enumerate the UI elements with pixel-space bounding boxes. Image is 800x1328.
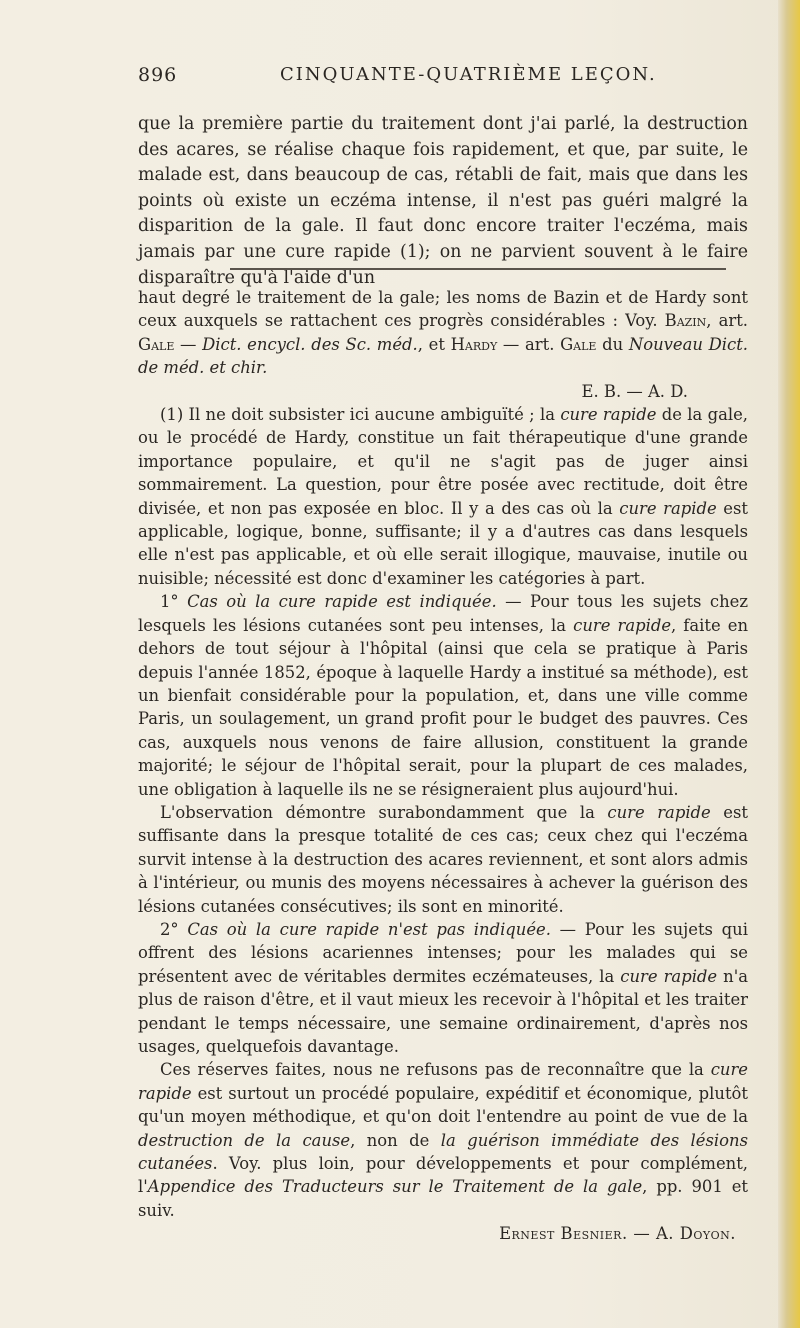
case-1-paragraph: 1° Cas où la cure rapide est indiquée. — Pour tous les sujets chez lesquels les lésions cutanées sont peu intenses, la cure rapide, faite en dehors de tout séjour à l'hôpital (ainsi que cela se pratique à Paris depuis l'année 1852, époque à laquelle Hardy a institué sa méthode), est un bienfait considérable pour la population, et, dans une ville comme Paris, un soulagement, un grand profit pour le budget des pauvres. Ces cas, auxquels nous venons de faire allusion, constituent la grande majorité; le séjour de l'hôpital serait, pour la plupart de ces malades, une obligation à laquelle ils ne se résigneraient plus aujourd'hui. bbox=[138, 592, 749, 799]
note-signature-initials: E. B. — A. D. bbox=[581, 381, 688, 401]
note-continuation: haut degré le traitement de la gale; les noms de Bazin et de Hardy sont ceux auxquels se rattachent ces progrès considérables : Voy. Bazin, art. Gale — Dict. encycl. des Sc. méd., et Hardy — art. Gale du Nouveau Dict. de méd. et chir. bbox=[138, 288, 748, 378]
observation-paragraph: L'observation démontre surabondamment que la cure rapide est suffisante dans la presque totalité de ces cas; ceux chez qui l'eczéma survit intense à la destruction des acares reviennent, et sont alors admis à l'intérieur, ou munis des moyens nécessaires à achever la guérison des lésions cutanées consécutives; ils sont en minorité. bbox=[138, 802, 748, 916]
footnote-rule bbox=[230, 268, 726, 270]
running-title: CINQUANTE-QUATRIÈME LEÇON. bbox=[280, 64, 657, 85]
body-paragraph: que la première partie du traitement dont j'ai parlé, la destruction des acares, se réalise chaque fois rapidement, et que, par suite, le malade est, dans beaucoup de cas, rétabli de fait, mais que dans les points où existe un eczéma intense, il n'est pas guéri malgré la disparition de la gale. Il faut donc encore traiter l'eczéma, mais jamais par une cure rapide (1); on ne parvient souvent à le faire disparaître qu'à l'aide d'un bbox=[138, 114, 748, 288]
page-edge bbox=[778, 0, 800, 1328]
page-header bbox=[138, 60, 738, 90]
case-2-paragraph: 2° Cas où la cure rapide n'est pas indiquée. — Pour les sujets qui offrent des lésions acariennes intenses; pour les malades qui se présentent avec de véritables dermites eczémateuses, la cure rapide n'a plus de raison d'être, et il vaut mieux les recevoir à l'hôpital et les traiter pendant le temps nécessaire, une semaine ordinairement, d'après nos usages, quelquefois davantage. bbox=[138, 919, 749, 1056]
reserves-paragraph: Ces réserves faites, nous ne refusons pas de reconnaître que la cure rapide est surtout un procédé populaire, expéditif et économique, plutôt qu'un moyen méthodique, et qu'on doit l'entendre au point de vue de la destruction de la cause, non de la guérison immédiate des lésions cutanées. Voy. plus loin, pour développements et pour complément, l'Appendice des Traducteurs sur le Traitement de la gale, pp. 901 et suiv. bbox=[138, 1060, 748, 1220]
main-text bbox=[138, 112, 748, 291]
author-signature: Ernest Besnier. — A. Doyon. bbox=[499, 1224, 736, 1244]
footnote-1: (1) Il ne doit subsister ici aucune ambiguïté ; la cure rapide de la gale, ou le procédé de Hardy, constitue un fait thérapeutique d'une grande importance populaire, et qu'il ne s'agit pas de juger ainsi sommairement. La question, pour être posée avec rectitude, doit être divisée, et non pas exposée en bloc. Il y a des cas où la cure rapide est applicable, logique, bonne, suffisante; il y a d'autres cas dans lesquels elle n'est pas applicable, et où elle serait illogique, mauvaise, inutile ou nuisible; nécessité est donc d'examiner les catégories à part. bbox=[138, 405, 748, 588]
footnotes bbox=[138, 286, 748, 1246]
page-number: 896 bbox=[138, 64, 178, 86]
